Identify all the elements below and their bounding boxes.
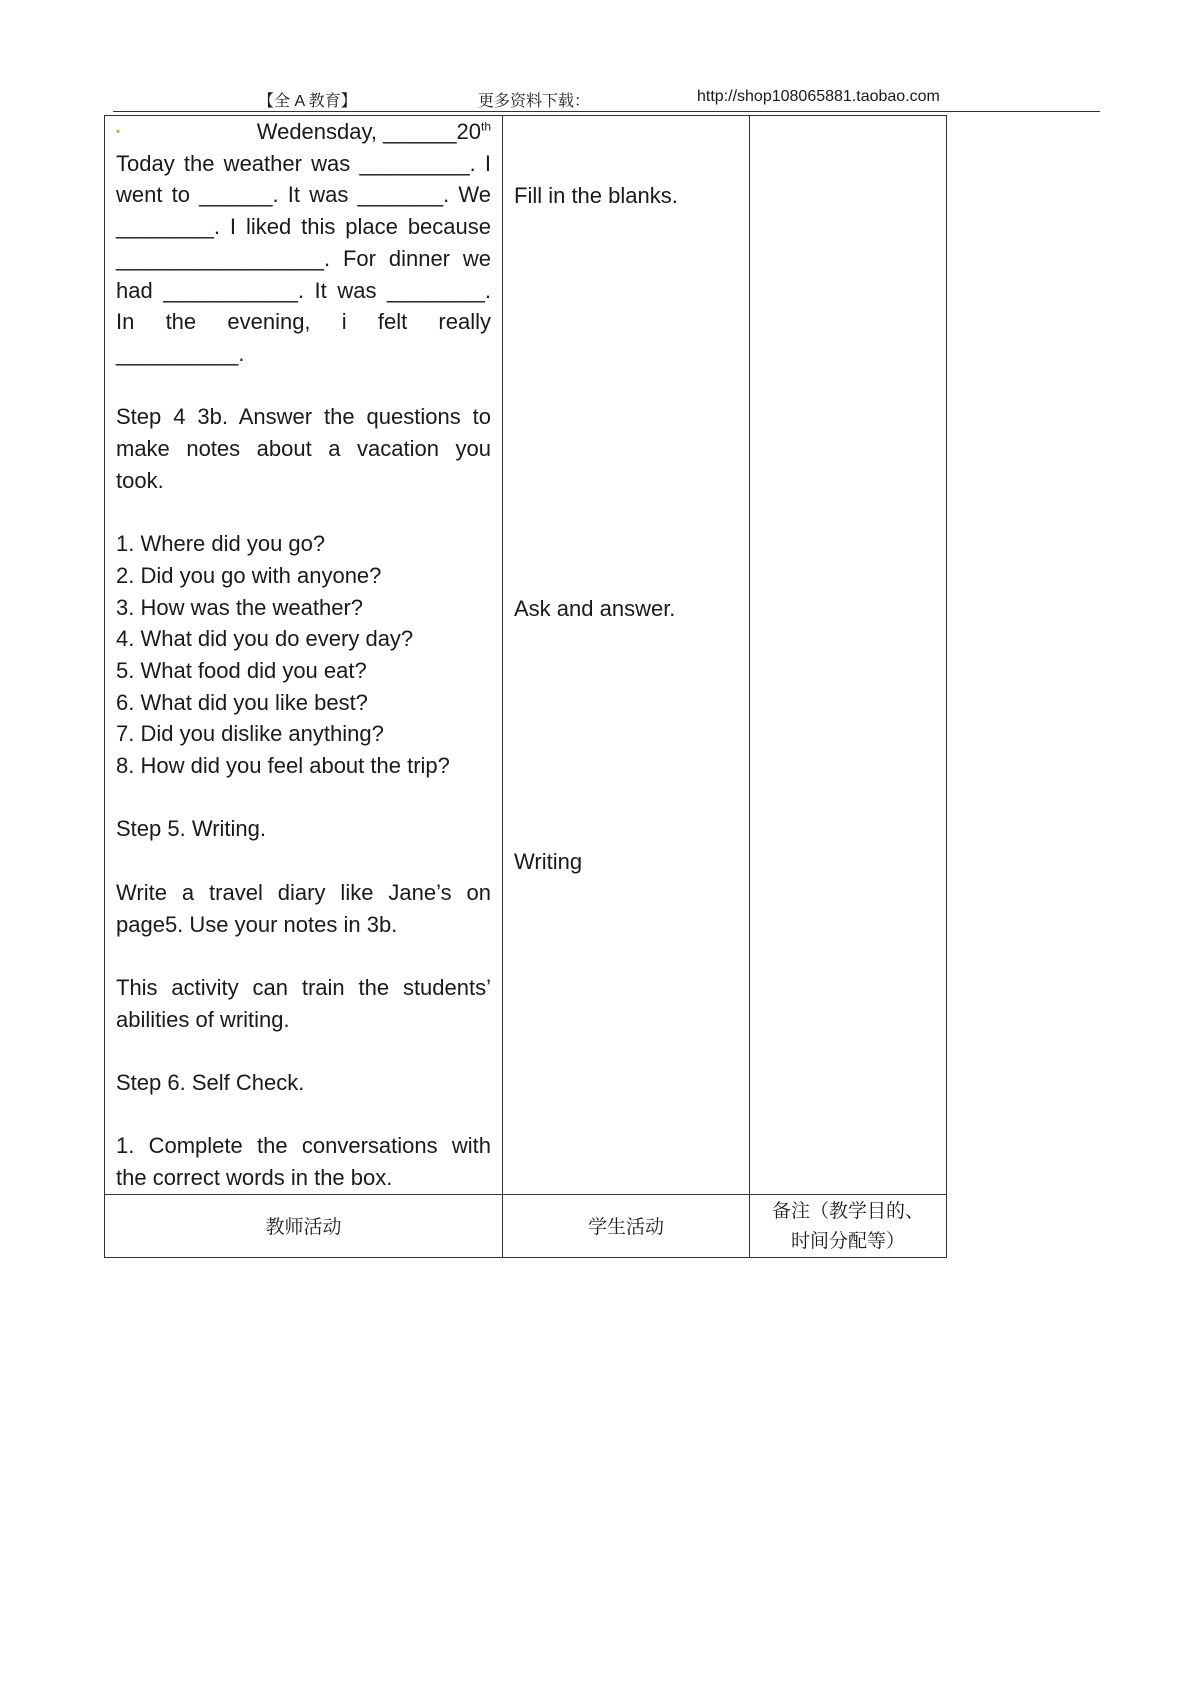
- diary-date: ▪ Wedensday, ______20th: [116, 116, 491, 148]
- step6-task: 1. Complete the conversations with the correct words in the box.: [116, 1133, 491, 1191]
- question-item: 4. What did you do every day?: [116, 626, 414, 652]
- label-student-activity: 学生活动: [503, 1194, 750, 1257]
- question-item: 8. How did you feel about the trip?: [116, 753, 450, 779]
- teacher-content: [105, 116, 502, 1194]
- question-item: 2. Did you go with anyone?: [116, 562, 382, 588]
- step4-heading: Step 4 3b. Answer the questions to make notes about a vacation you took.: [116, 404, 491, 493]
- teacher-activity-cell: [105, 116, 503, 1195]
- diary-template: Today the weather was _________. I went to ______. It was _______. We ________. I liked this place because _________________. For dinner we had ___________. It was ________. In the evening, i felt really __________.: [116, 150, 491, 366]
- header-divider: [113, 111, 1100, 112]
- header-brand: 【全 A 教育】: [258, 93, 357, 110]
- label-teacher-activity: 教师活动: [105, 1194, 503, 1257]
- question-item: 6. What did you like best?: [116, 689, 368, 715]
- mark-dot: ▪: [116, 124, 121, 138]
- header-url[interactable]: http://shop108065881.taobao.com: [697, 88, 940, 105]
- question-item: 7. Did you dislike anything?: [116, 721, 384, 747]
- step5-task: Write a travel diary like Jane’s on page5. Use your notes in 3b.: [116, 879, 491, 937]
- question-item: 3. How was the weather?: [116, 594, 364, 620]
- student-activity-cell: [503, 116, 750, 1195]
- step5-note: This activity can train the students’ abilities of writing.: [116, 974, 491, 1032]
- question-item: 5. What food did you eat?: [116, 657, 367, 683]
- lesson-table: [104, 115, 947, 1258]
- label-remarks: 备注（教学目的、 时间分配等）: [750, 1194, 947, 1257]
- student-activity-fill-blanks: Fill in the blanks.: [514, 183, 678, 208]
- step5-heading: Step 5. Writing.: [116, 816, 266, 842]
- question-item: 1. Where did you go?: [116, 531, 326, 557]
- student-activity-ask-answer: Ask and answer.: [514, 596, 676, 621]
- activity-row: [105, 116, 947, 1195]
- header-download-label: 更多资料下载：: [478, 93, 591, 110]
- remarks-cell: [750, 116, 947, 1195]
- step6-heading: Step 6. Self Check.: [116, 1070, 305, 1095]
- student-activity-writing: Writing: [514, 849, 583, 874]
- column-label-row: [105, 1194, 947, 1257]
